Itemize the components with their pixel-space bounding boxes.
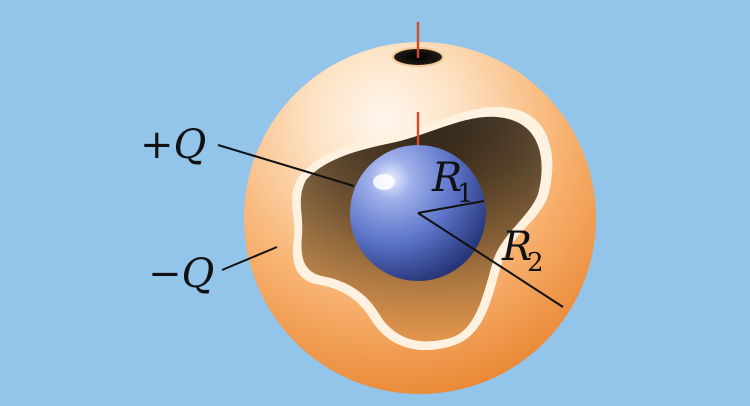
plus-q-label: +Q	[140, 122, 207, 168]
r2-label-letter: R	[502, 224, 533, 270]
sphere-highlight	[373, 174, 395, 190]
r1-label-subscript: 1	[457, 179, 474, 209]
r2-label-subscript: 2	[527, 248, 544, 278]
r1-label-letter: R	[432, 155, 463, 201]
minus-q-label: −Q	[148, 251, 215, 297]
